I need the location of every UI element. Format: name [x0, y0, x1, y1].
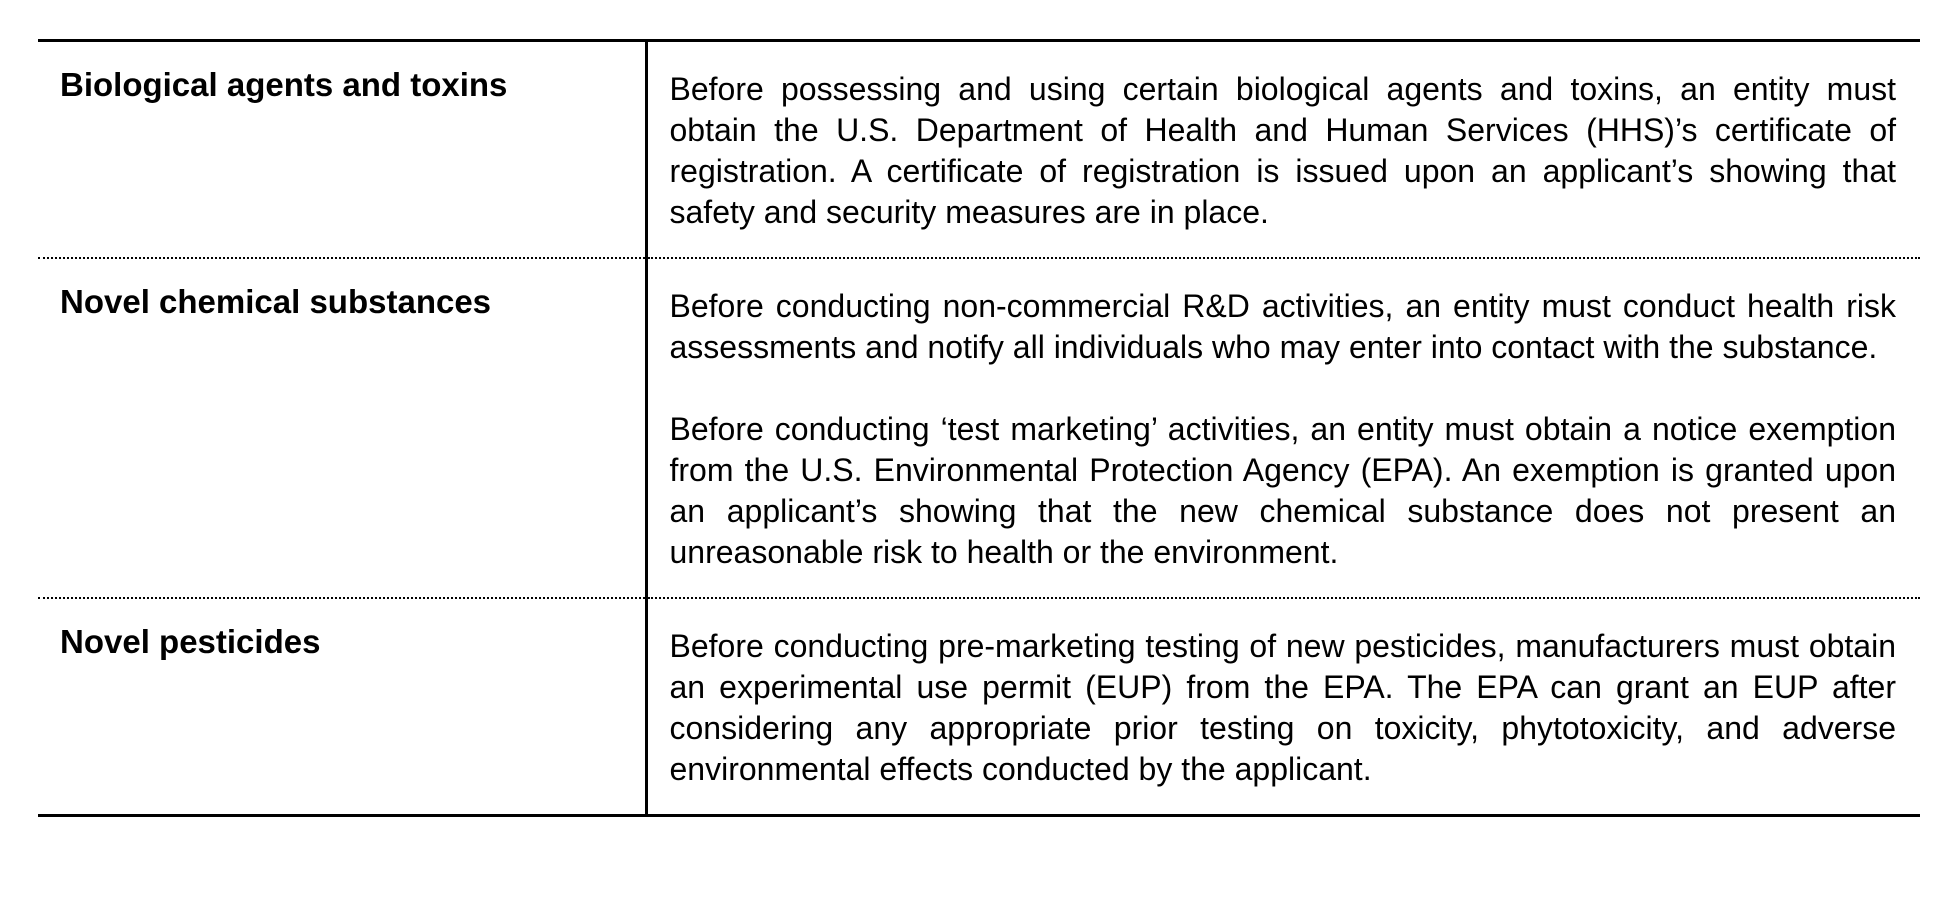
category-cell: Novel pesticides: [38, 598, 646, 816]
description-paragraph: Before conducting pre-marketing testing of new pesticides, manufacturers must obtain an experimental use permit (EUP) from the EPA. The EPA can grant an EUP after considering any appropriate prior testing on toxicity, phytotoxicity, and adverse environmental effects conducted by the applicant.: [669, 628, 1896, 787]
description-paragraph: Before conducting non-commercial R&D activities, an entity must conduct health risk assessments and notify all individuals who may enter into contact with the substance.: [669, 288, 1896, 365]
description-cell: [646, 258, 1920, 598]
regulation-table: [38, 39, 1920, 817]
description-paragraph: Before possessing and using certain biological agents and toxins, an entity must obtain the U.S. Department of Health and Human Services (HHS)’s certificate of registration. A certificate of registration is issued upon an applicant’s showing that safety and security measures are in place.: [669, 71, 1896, 230]
table-row: [38, 598, 1920, 816]
category-cell: Biological agents and toxins: [38, 41, 646, 259]
description-cell: [646, 41, 1920, 259]
table-row: [38, 41, 1920, 259]
table-row: [38, 258, 1920, 598]
category-cell: Novel chemical substances: [38, 258, 646, 598]
description-cell: [646, 598, 1920, 816]
description-paragraph: Before conducting ‘test marketing’ activities, an entity must obtain a notice exemption from the U.S. Environmental Protection Agency (EPA). An exemption is granted upon an applicant’s showing that the new chemical substance does not present an unreasonable risk to health or the environment.: [669, 411, 1896, 570]
